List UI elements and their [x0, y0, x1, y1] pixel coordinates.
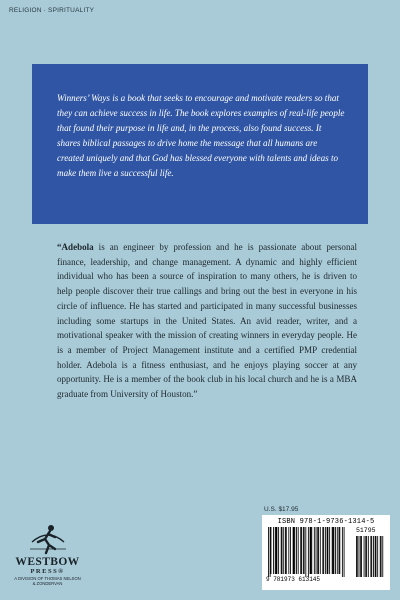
barcode-stripe: [278, 527, 279, 574]
addon-stripe: [364, 536, 365, 577]
addon-stripe: [356, 536, 357, 577]
addon-stripe: [371, 536, 372, 577]
addon-stripe: [373, 536, 374, 577]
addon-stripe: [365, 536, 366, 577]
addon-stripe: [376, 536, 377, 577]
publisher-division-line2: & ZONDERVAN: [32, 581, 63, 586]
barcode-stripe: [320, 527, 321, 574]
barcode-stripe: [339, 527, 340, 574]
running-figure-logo-icon: [28, 522, 68, 556]
blurb-text: Winners’ Ways is a book that seeks to encourage and motivate readers so that they can achieve success in life. The book explores examples of real-life people that found their purpose in life and, in the process, also found success. It shares biblical passages to drive home the message that all humans are created uniquely and that God has blessed everyone with talents and ideas to make them live a successful life.: [57, 93, 345, 179]
barcode-stripe: [286, 527, 287, 574]
barcode-stripe: [333, 527, 334, 574]
barcode-stripe: [285, 527, 286, 574]
barcode: [266, 527, 386, 585]
barcode-stripe: [327, 527, 328, 574]
author-bio-text: is an engineer by profession and he is passionate about personal finance, leadership, and change management. A dynamic and highly efficient individual who has been a source of inspiration to many others, he is driven to help people discover their true callings and bring out the best in everyone in his circle of influence. He has started and participated in many successful businesses including some startups in the United States. An avid reader, writer, and a motivational speaker with the mission of creating winners in everyday people. He is a member of Project Management institute and a certified PMP credential holder. Adebola is a fitness enthusiast, and he enjoys playing soccer at any opportunity. He is a member of the book club in his local church and he is a MBA graduate from University of Houston.”: [57, 242, 357, 400]
addon-stripe: [370, 536, 371, 577]
isbn-label: ISBN 978-1-9736-1314-5: [277, 518, 375, 526]
addon-stripe: [357, 536, 358, 577]
publisher-logo: [5, 522, 90, 594]
barcode-stripe: [310, 527, 311, 574]
barcode-stripe: [298, 527, 299, 574]
barcode-stripe: [301, 527, 302, 574]
author-bio: [57, 240, 357, 402]
barcode-stripe: [311, 527, 312, 574]
blurb-box: [32, 64, 368, 224]
barcode-stripe: [342, 527, 343, 577]
addon-stripe: [377, 536, 378, 577]
barcode-stripe: [293, 527, 294, 574]
price-label: U.S. $17.95: [264, 506, 299, 513]
barcode-stripe: [294, 527, 295, 574]
barcode-stripe: [276, 527, 277, 574]
addon-stripe: [361, 536, 362, 577]
barcode-stripe: [303, 527, 304, 574]
barcode-stripe: [308, 527, 309, 577]
barcode-stripe: [344, 527, 345, 577]
barcode-stripe: [271, 527, 272, 574]
ean-digits: 9 781973 613145: [266, 576, 321, 583]
barcode-stripe: [311, 527, 312, 574]
barcode-stripe: [317, 527, 318, 574]
author-name: “Adebola: [57, 242, 94, 252]
addon-stripe: [359, 536, 360, 577]
addon-stripe: [380, 536, 381, 577]
barcode-stripe: [296, 527, 297, 574]
barcode-stripe: [288, 527, 289, 574]
publisher-division-line1: A DIVISION OF THOMAS NELSON: [14, 576, 81, 581]
barcode-stripe: [304, 527, 305, 574]
barcode-stripe: [282, 527, 283, 574]
barcode-stripe: [270, 527, 271, 577]
barcode-stripe: [283, 527, 284, 574]
publisher-press: PRESS®: [30, 568, 65, 575]
barcode-stripe: [325, 527, 326, 574]
barcode-stripe: [323, 527, 324, 574]
publisher-name: WESTBOW: [15, 556, 80, 568]
barcode-stripe: [333, 527, 334, 574]
barcode-stripe: [339, 527, 340, 574]
barcode-stripe: [281, 527, 282, 574]
barcode-stripe: [273, 527, 274, 574]
addon-stripe: [375, 536, 376, 577]
addon-stripe: [381, 536, 382, 577]
barcode-stripe: [329, 527, 330, 574]
addon-digits: 51795: [356, 527, 376, 534]
barcode-stripe: [332, 527, 333, 574]
barcode-stripe: [275, 527, 276, 574]
addon-stripe: [368, 536, 369, 577]
barcode-stripe: [300, 527, 301, 574]
barcode-stripe: [318, 527, 319, 574]
barcode-stripe: [277, 527, 278, 574]
barcode-stripe: [268, 527, 269, 577]
barcode-stripe: [328, 527, 329, 574]
barcode-stripe: [316, 527, 317, 574]
barcode-stripe: [305, 527, 306, 577]
barcode-stripe: [337, 527, 338, 574]
barcode-stripe: [290, 527, 291, 574]
barcode-stripe: [314, 527, 315, 574]
addon-stripe: [382, 536, 383, 577]
category-label: RELIGION · SPIRITUALITY: [9, 7, 95, 14]
addon-stripe: [360, 536, 361, 577]
barcode-stripe: [335, 527, 336, 574]
addon-stripe: [366, 536, 367, 577]
barcode-stripe: [294, 527, 295, 574]
barcode-stripe: [322, 527, 323, 574]
barcode-box: [262, 515, 390, 590]
